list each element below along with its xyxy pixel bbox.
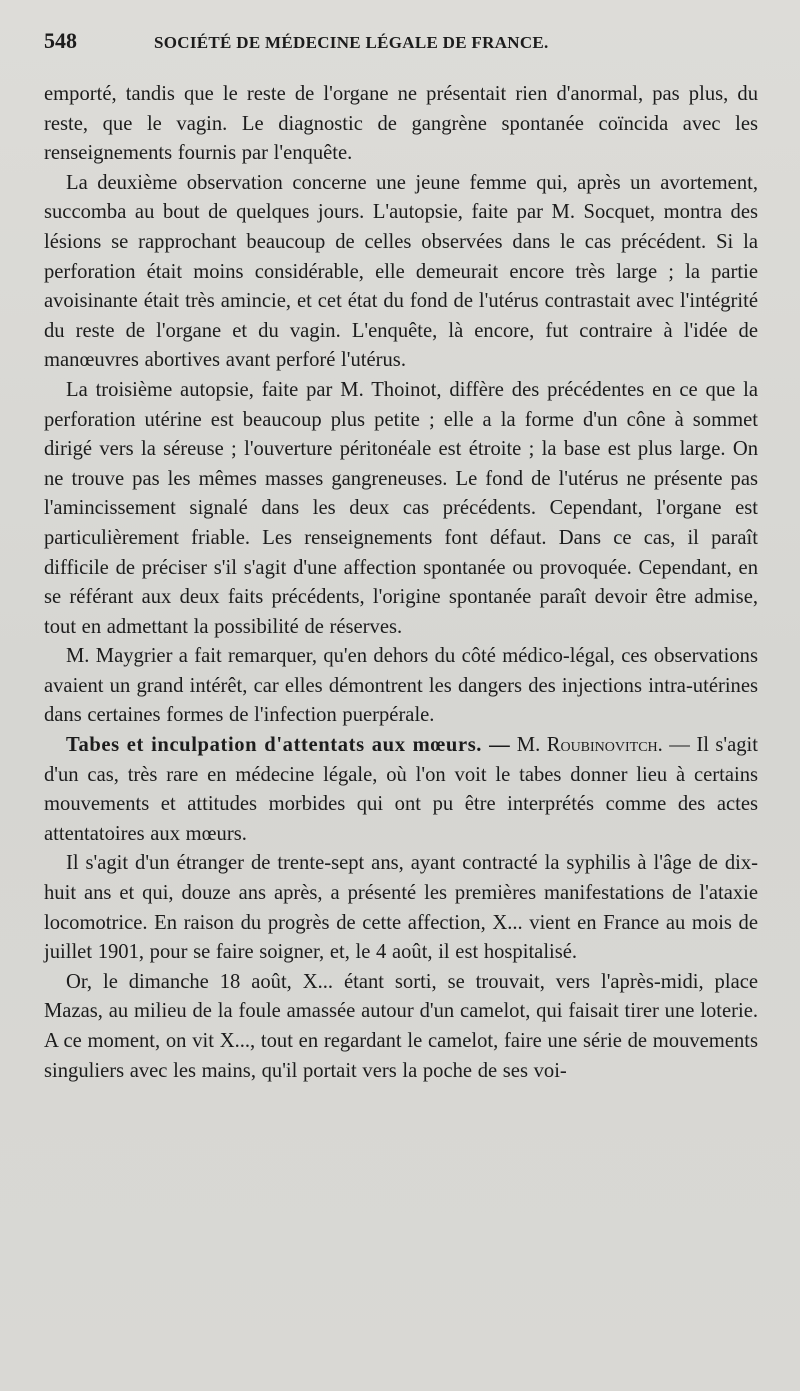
- paragraph-maygrier-remark: M. Maygrier a fait remarquer, qu'en dehors du côté médico-légal, ces observations avaient un grand intérêt, car elles démontrent les dangers des injections intra-utérines dans certaines formes de l'infection puerpérale.: [44, 645, 758, 727]
- section-title: Tabes et inculpation d'attentats aux mœurs. —: [66, 734, 511, 757]
- paragraph-second-observation: La deuxième observation concerne une jeune femme qui, après un avortement, succomba au bout de quelques jours. L'autopsie, faite par M. Socquet, montra des lésions se rapprochant beaucoup de celles observées dans le cas précédent. Si la perforation était moins considérable, elle demeurait encore très large ; la partie avoisinante était très amincie, et cet état du fond de l'utérus contrastait avec l'intégrité du reste de l'organe et du vagin. L'enquête, là encore, fut contraire à l'idée de manœuvres abortives avant perforé l'utérus.: [44, 171, 758, 372]
- page-number: 548: [44, 28, 77, 53]
- section-author: M. Roubinovitch.: [516, 734, 663, 757]
- section-intro-text: — Il s'agit d'un cas, très rare en médecine légale, où l'on voit le tabes donner lieu à certains mouvements et attitudes morbides qui ont pu être interprétés comme des actes attentatoires aux mœurs.: [44, 734, 758, 845]
- paragraph-case-history: Il s'agit d'un étranger de trente-sept ans, ayant contracté la syphilis à l'âge de dix-huit ans et qui, douze ans après, a présenté les premières manifestations de l'ataxie locomotrice. En raison du progrès de cette affection, X... vient en France au mois de juillet 1901, pour se faire soigner, et, le 4 août, il est hospitalisé.: [44, 852, 758, 964]
- paragraph-section-tabes: [44, 731, 758, 849]
- paragraph-incident: Or, le dimanche 18 août, X... étant sorti, se trouvait, vers l'après-midi, place Mazas, au milieu de la foule amassée autour d'un camelot, qui faisait tirer une loterie. A ce moment, on vit X..., tout en regardant le camelot, faire une série de mouvements singuliers avec les mains, qu'il portait vers la poche de ses voi-: [44, 970, 758, 1082]
- paragraph-third-autopsy: La troisième autopsie, faite par M. Thoinot, diffère des précédentes en ce que la perforation utérine est beaucoup plus petite ; elle a la forme d'un cône à sommet dirigé vers la séreuse ; l'ouverture péritonéale est étroite ; la base est plus large. On ne trouve pas les mêmes masses gangreneuses. Le fond de l'utérus ne présente pas l'amincissement signalé dans les deux cas précédents. Cependant, l'organe est particulièrement friable. Les renseignements font défaut. Dans ce cas, il paraît difficile de préciser s'il s'agit d'une affection spontanée ou provoquée. Cependant, en se référant aux deux faits précédents, l'origine spontanée paraît devoir être admise, tout en admettant la possibilité de réserves.: [44, 378, 758, 638]
- body-text: [44, 80, 758, 1086]
- page-header: [44, 28, 758, 68]
- running-head: SOCIÉTÉ DE MÉDECINE LÉGALE DE FRANCE.: [154, 33, 549, 52]
- paragraph-continuation: emporté, tandis que le reste de l'organe ne présentait rien d'anormal, pas plus, du reste, que le vagin. Le diagnostic de gangrène spontanée coïncida avec les renseignements fournis par l'enquête.: [44, 83, 758, 165]
